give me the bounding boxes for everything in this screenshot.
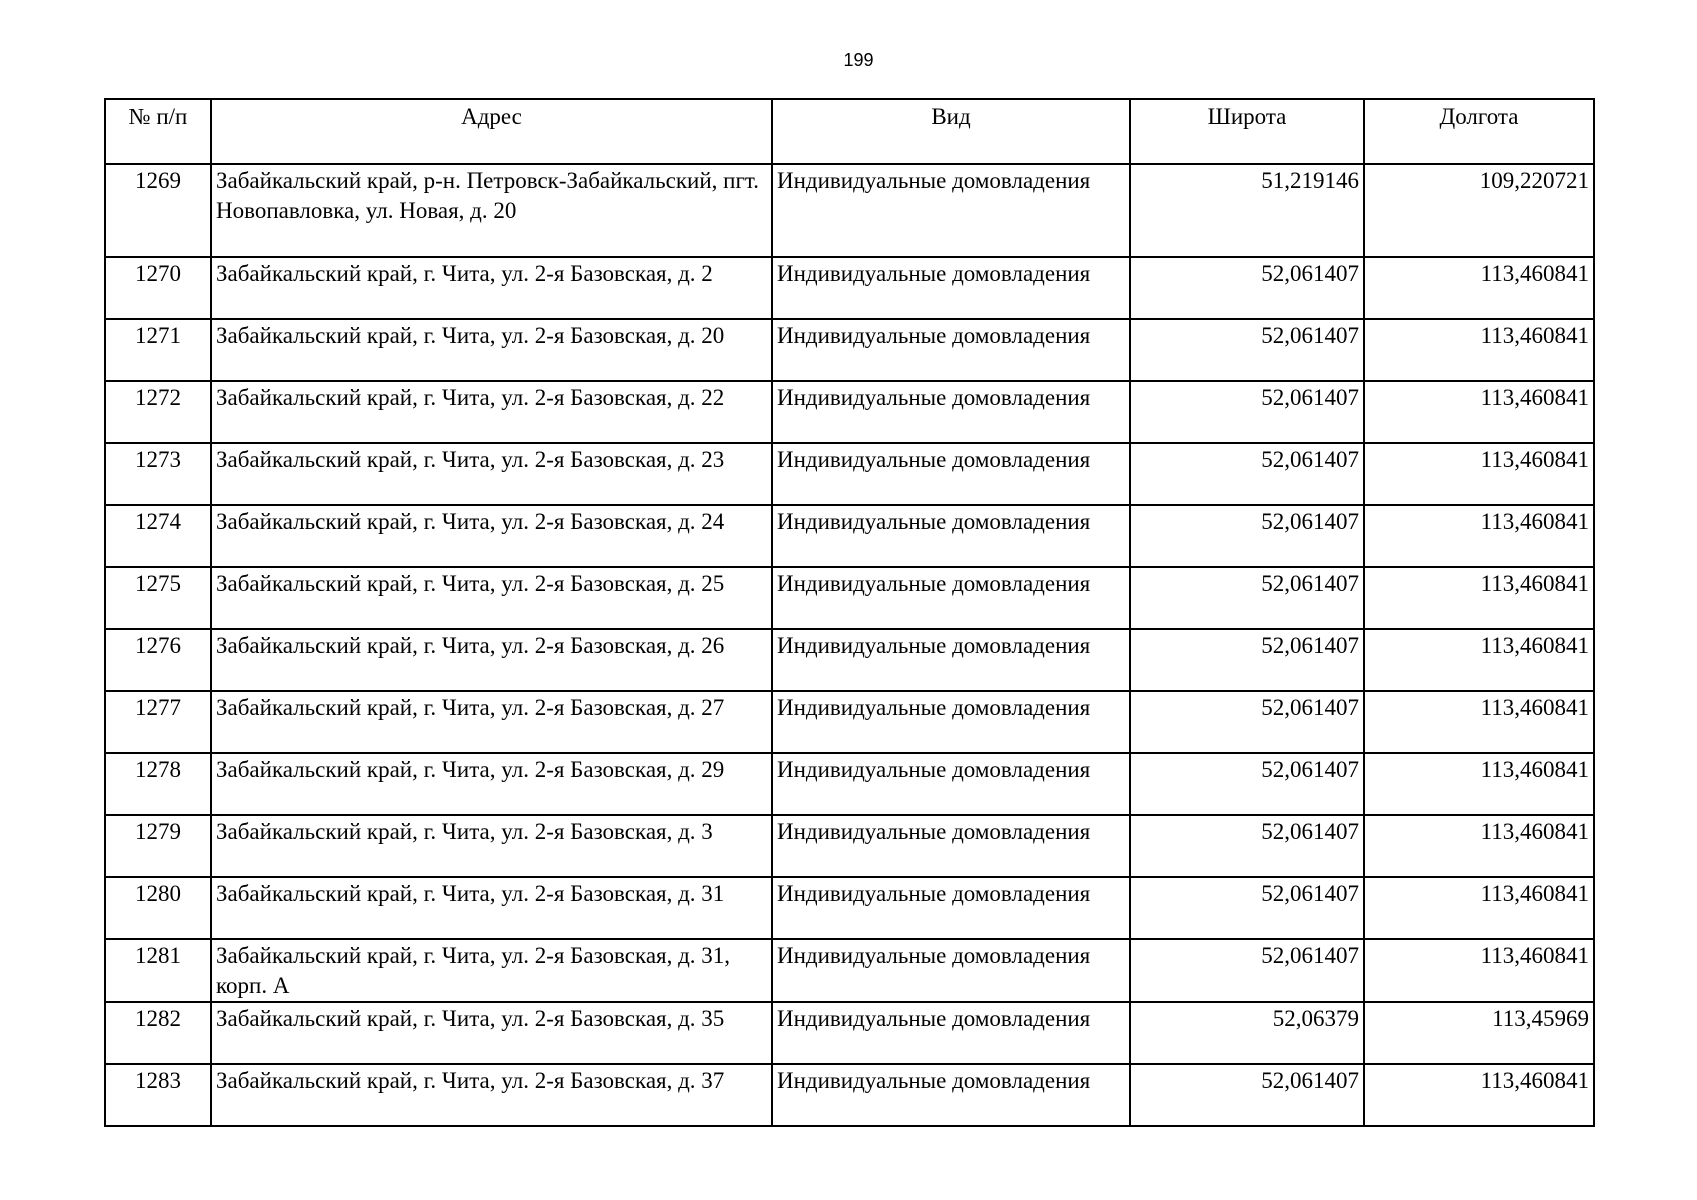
- cell-lat: 52,061407: [1130, 1064, 1364, 1126]
- table-row: [105, 1064, 1594, 1126]
- cell-type: Индивидуальные домовладения: [772, 691, 1130, 753]
- cell-type: Индивидуальные домовладения: [772, 257, 1130, 319]
- cell-address: Забайкальский край, г. Чита, ул. 2-я Базовская, д. 23: [211, 443, 772, 505]
- header-type: Вид: [772, 99, 1130, 164]
- cell-type: Индивидуальные домовладения: [772, 753, 1130, 815]
- cell-type: Индивидуальные домовладения: [772, 567, 1130, 629]
- cell-num: 1277: [105, 691, 211, 753]
- cell-num: 1274: [105, 505, 211, 567]
- table-header-row: [105, 99, 1594, 164]
- cell-address: Забайкальский край, г. Чита, ул. 2-я Базовская, д. 3: [211, 815, 772, 877]
- table-row: [105, 257, 1594, 319]
- cell-type: Индивидуальные домовладения: [772, 1064, 1130, 1126]
- cell-lat: 52,061407: [1130, 629, 1364, 691]
- cell-type: Индивидуальные домовладения: [772, 939, 1130, 1002]
- table-row: [105, 691, 1594, 753]
- cell-type: Индивидуальные домовладения: [772, 381, 1130, 443]
- cell-lat: 52,061407: [1130, 567, 1364, 629]
- header-lat: Широта: [1130, 99, 1364, 164]
- cell-lon: 113,460841: [1364, 319, 1594, 381]
- table-row: [105, 1002, 1594, 1064]
- cell-type: Индивидуальные домовладения: [772, 443, 1130, 505]
- cell-lat: 52,061407: [1130, 877, 1364, 939]
- cell-lat: 52,061407: [1130, 815, 1364, 877]
- header-lon: Долгота: [1364, 99, 1594, 164]
- cell-num: 1281: [105, 939, 211, 1002]
- cell-address: Забайкальский край, г. Чита, ул. 2-я Базовская, д. 31, корп. А: [211, 939, 772, 1002]
- cell-address: Забайкальский край, г. Чита, ул. 2-я Базовская, д. 25: [211, 567, 772, 629]
- table-row: [105, 567, 1594, 629]
- cell-lat: 52,061407: [1130, 505, 1364, 567]
- cell-num: 1275: [105, 567, 211, 629]
- cell-address: Забайкальский край, р-н. Петровск-Забайкальский, пгт. Новопавловка, ул. Новая, д. 20: [211, 164, 772, 257]
- cell-lon: 113,460841: [1364, 567, 1594, 629]
- cell-num: 1273: [105, 443, 211, 505]
- cell-type: Индивидуальные домовладения: [772, 629, 1130, 691]
- cell-num: 1279: [105, 815, 211, 877]
- table-row: [105, 443, 1594, 505]
- table-row: [105, 877, 1594, 939]
- cell-num: 1282: [105, 1002, 211, 1064]
- table-row: [105, 815, 1594, 877]
- cell-lon: 113,460841: [1364, 257, 1594, 319]
- cell-num: 1278: [105, 753, 211, 815]
- table-row: [105, 753, 1594, 815]
- cell-lon: 113,460841: [1364, 939, 1594, 1002]
- cell-type: Индивидуальные домовладения: [772, 815, 1130, 877]
- address-table: [104, 98, 1595, 1127]
- cell-lon: 109,220721: [1364, 164, 1594, 257]
- cell-lon: 113,460841: [1364, 691, 1594, 753]
- cell-address: Забайкальский край, г. Чита, ул. 2-я Базовская, д. 20: [211, 319, 772, 381]
- cell-address: Забайкальский край, г. Чита, ул. 2-я Базовская, д. 22: [211, 381, 772, 443]
- table-row: [105, 629, 1594, 691]
- cell-lon: 113,460841: [1364, 505, 1594, 567]
- header-num: № п/п: [105, 99, 211, 164]
- cell-lon: 113,460841: [1364, 815, 1594, 877]
- header-address: Адрес: [211, 99, 772, 164]
- cell-address: Забайкальский край, г. Чита, ул. 2-я Базовская, д. 27: [211, 691, 772, 753]
- page-number: 199: [843, 50, 874, 70]
- table-row: [105, 164, 1594, 257]
- cell-lon: 113,460841: [1364, 753, 1594, 815]
- cell-lat: 52,061407: [1130, 319, 1364, 381]
- cell-num: 1276: [105, 629, 211, 691]
- table-row: [105, 505, 1594, 567]
- cell-address: Забайкальский край, г. Чита, ул. 2-я Базовская, д. 29: [211, 753, 772, 815]
- cell-num: 1280: [105, 877, 211, 939]
- cell-lat: 52,061407: [1130, 691, 1364, 753]
- cell-num: 1272: [105, 381, 211, 443]
- cell-type: Индивидуальные домовладения: [772, 1002, 1130, 1064]
- table-row: [105, 939, 1594, 1002]
- cell-address: Забайкальский край, г. Чита, ул. 2-я Базовская, д. 35: [211, 1002, 772, 1064]
- cell-address: Забайкальский край, г. Чита, ул. 2-я Базовская, д. 26: [211, 629, 772, 691]
- table-row: [105, 381, 1594, 443]
- cell-lat: 52,061407: [1130, 443, 1364, 505]
- cell-type: Индивидуальные домовладения: [772, 877, 1130, 939]
- cell-lat: 51,219146: [1130, 164, 1364, 257]
- cell-num: 1283: [105, 1064, 211, 1126]
- cell-lat: 52,061407: [1130, 381, 1364, 443]
- cell-address: Забайкальский край, г. Чита, ул. 2-я Базовская, д. 37: [211, 1064, 772, 1126]
- cell-lon: 113,460841: [1364, 1064, 1594, 1126]
- cell-num: 1271: [105, 319, 211, 381]
- cell-lon: 113,460841: [1364, 877, 1594, 939]
- table-row: [105, 319, 1594, 381]
- cell-num: 1270: [105, 257, 211, 319]
- cell-lat: 52,06379: [1130, 1002, 1364, 1064]
- cell-lon: 113,460841: [1364, 443, 1594, 505]
- cell-address: Забайкальский край, г. Чита, ул. 2-я Базовская, д. 2: [211, 257, 772, 319]
- cell-lat: 52,061407: [1130, 753, 1364, 815]
- cell-type: Индивидуальные домовладения: [772, 164, 1130, 257]
- cell-type: Индивидуальные домовладения: [772, 319, 1130, 381]
- cell-address: Забайкальский край, г. Чита, ул. 2-я Базовская, д. 24: [211, 505, 772, 567]
- cell-address: Забайкальский край, г. Чита, ул. 2-я Базовская, д. 31: [211, 877, 772, 939]
- cell-num: 1269: [105, 164, 211, 257]
- cell-type: Индивидуальные домовладения: [772, 505, 1130, 567]
- cell-lon: 113,460841: [1364, 629, 1594, 691]
- cell-lon: 113,460841: [1364, 381, 1594, 443]
- cell-lat: 52,061407: [1130, 939, 1364, 1002]
- cell-lat: 52,061407: [1130, 257, 1364, 319]
- cell-lon: 113,45969: [1364, 1002, 1594, 1064]
